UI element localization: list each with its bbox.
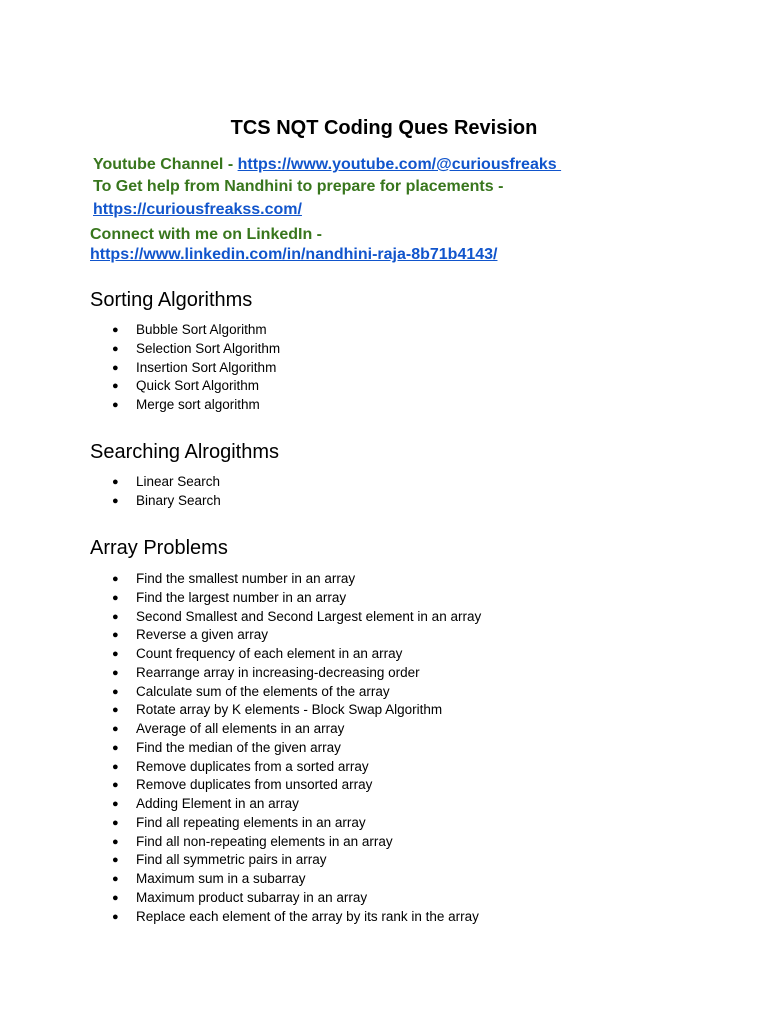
bullet-icon: ● <box>112 573 119 585</box>
linkedin-label: Connect with me on LinkedIn - <box>90 226 322 243</box>
list-item <box>0 645 481 664</box>
list-item <box>0 589 481 608</box>
list-item <box>0 340 280 359</box>
section-heading-array: Array Problems <box>90 537 228 559</box>
list-item-text: Merge sort algorithm <box>136 397 260 412</box>
youtube-label: Youtube Channel - <box>93 156 238 173</box>
list-item <box>0 851 481 870</box>
list-item <box>0 795 481 814</box>
list-item-text: Remove duplicates from a sorted array <box>136 758 369 774</box>
bullet-icon: ● <box>112 723 119 735</box>
section-heading-sorting: Sorting Algorithms <box>90 289 253 311</box>
help-link[interactable]: https://curiousfreakss.com/ <box>93 201 302 218</box>
searching-list <box>0 473 221 511</box>
list-item <box>0 608 481 627</box>
linkedin-line <box>90 245 497 265</box>
bullet-icon: ● <box>112 399 119 411</box>
help-line <box>93 200 302 220</box>
list-item <box>0 570 481 589</box>
list-item <box>0 492 221 511</box>
list-item <box>0 377 280 396</box>
bullet-icon: ● <box>112 704 119 717</box>
list-item-text: Find all repeating elements in an array <box>136 814 366 830</box>
list-item <box>0 870 481 889</box>
list-item-text: Linear Search <box>136 474 221 489</box>
list-item <box>0 776 481 795</box>
bullet-icon: ● <box>112 741 119 754</box>
list-item-text: Replace each element of the array by its rank in the array <box>136 908 479 924</box>
list-item <box>0 626 481 645</box>
list-item-text: Find the median of the given array <box>136 739 341 755</box>
bullet-icon: ● <box>112 648 119 660</box>
list-item-text: Bubble Sort Algorithm <box>136 322 267 337</box>
list-item-text: Count frequency of each element in an array <box>136 646 403 661</box>
bullet-icon: ● <box>112 910 119 923</box>
list-item-text: Reverse a given array <box>136 627 269 643</box>
bullet-icon: ● <box>112 835 119 848</box>
list-item-text: Adding Element in an array <box>136 796 299 811</box>
bullet-icon: ● <box>112 685 119 698</box>
list-item-text: Rotate array by K elements - Block Swap Algorithm <box>136 702 443 718</box>
bullet-icon: ● <box>112 816 119 829</box>
list-item-text: Binary Search <box>136 492 221 508</box>
list-item-text: Find all non-repeating elements in an array <box>136 833 393 849</box>
list-item <box>0 359 280 378</box>
list-item <box>0 683 481 702</box>
section-heading-searching: Searching Alrogithms <box>90 441 279 463</box>
bullet-icon: ● <box>112 760 119 773</box>
youtube-link[interactable]: https://www.youtube.com/@curiousfreaks <box>237 156 562 173</box>
list-item <box>0 758 481 777</box>
list-item <box>0 321 280 340</box>
list-item-text: Find the largest number in an array <box>136 589 347 605</box>
bullet-icon: ● <box>112 891 119 904</box>
list-item-text: Selection Sort Algorithm <box>136 340 281 356</box>
list-item-text: Quick Sort Algorithm <box>136 378 260 394</box>
bullet-icon: ● <box>112 342 119 355</box>
list-item-text: Rearrange array in increasing-decreasing order <box>136 664 420 680</box>
list-item-text: Insertion Sort Algorithm <box>136 359 277 375</box>
bullet-icon: ● <box>112 591 119 604</box>
bullet-icon: ● <box>112 798 119 810</box>
bullet-icon: ● <box>112 610 119 623</box>
list-item <box>0 833 481 852</box>
list-item <box>0 889 481 908</box>
youtube-line <box>93 155 561 175</box>
list-item <box>0 473 221 492</box>
linkedin-link[interactable]: https://www.linkedin.com/in/nandhini-raja-8b71b4143/ <box>90 246 498 263</box>
bullet-icon: ● <box>112 873 119 885</box>
list-item <box>0 814 481 833</box>
bullet-icon: ● <box>112 361 119 374</box>
document-title: TCS NQT Coding Ques Revision <box>230 117 538 139</box>
list-item-text: Find all symmetric pairs in array <box>136 852 327 868</box>
list-item <box>0 908 481 927</box>
bullet-icon: ● <box>112 629 119 642</box>
list-item-text: Maximum product subarray in an array <box>136 889 368 905</box>
bullet-icon: ● <box>112 854 119 867</box>
list-item <box>0 720 481 739</box>
list-item <box>0 664 481 683</box>
array-list <box>0 570 481 926</box>
bullet-icon: ● <box>112 666 119 679</box>
list-item-text: Second Smallest and Second Largest element in an array <box>136 608 482 624</box>
bullet-icon: ● <box>112 380 119 393</box>
list-item <box>0 701 481 720</box>
list-item-text: Maximum sum in a subarray <box>136 871 306 886</box>
bullet-icon: ● <box>112 779 119 792</box>
list-item-text: Average of all elements in an array <box>136 721 345 736</box>
list-item <box>0 739 481 758</box>
list-item-text: Find the smallest number in an array <box>136 571 356 586</box>
list-item-text: Remove duplicates from unsorted array <box>136 777 373 793</box>
help-label: To Get help from Nandhini to prepare for placements - <box>93 178 504 195</box>
sorting-list <box>0 321 280 415</box>
bullet-icon: ● <box>112 494 119 507</box>
list-item <box>0 396 280 415</box>
bullet-icon: ● <box>112 476 119 488</box>
bullet-icon: ● <box>112 324 119 336</box>
list-item-text: Calculate sum of the elements of the array <box>136 683 390 699</box>
